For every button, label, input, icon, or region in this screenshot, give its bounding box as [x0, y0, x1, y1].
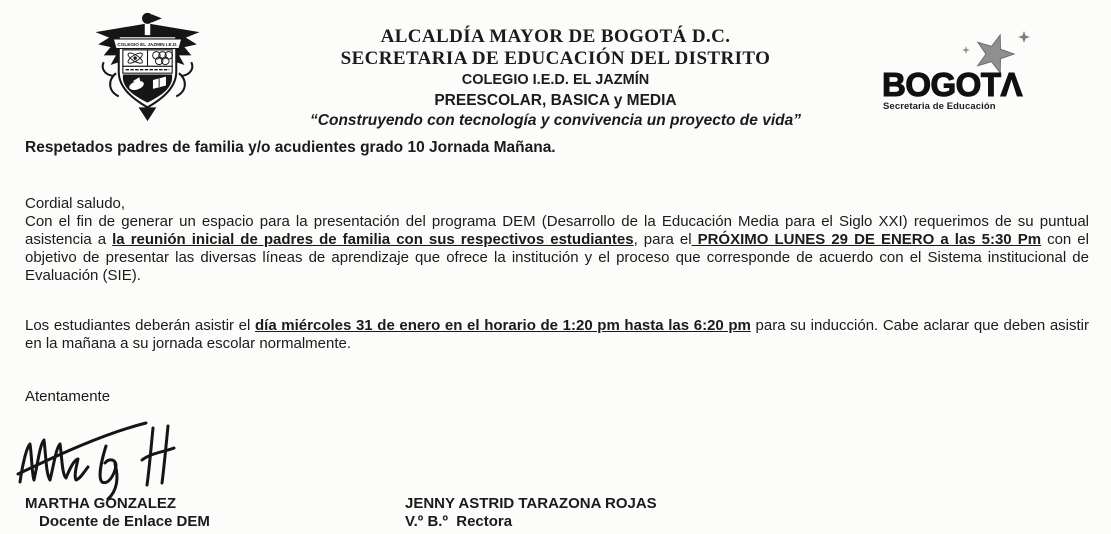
signature-block-docente	[25, 495, 210, 531]
signature-block-rectora	[405, 495, 657, 531]
school-crest-icon	[90, 6, 205, 128]
paragraph-meeting: Con el fin de generar un espacio para la presentación del programa DEM (Desarrollo de la Educación Media para el Siglo XXI) requerimos de su puntual asistencia a la reunión inicial de padres de familia con sus respectivos estudiantes, para el PRÓXIMO LUNES 29 DE ENERO a las 5:30 Pm con el objetivo de presentar las diversas líneas de aprendizaje que ofrece la institución y el proceso que corresponde de acuerdo con el Sistema institucional de Evaluación (SIE).	[25, 213, 1089, 284]
letterhead	[240, 26, 871, 131]
signer-name: MARTHA GONZALEZ	[25, 495, 177, 512]
letter-body	[25, 195, 1089, 353]
crest-banner-text: COLEGIO EL JAZMIN I.E.D.	[117, 41, 178, 47]
signer-title: Docente de Enlace DEM	[39, 513, 210, 530]
bogota-subtitle: Secretaria de Educación	[883, 101, 996, 112]
salutation-line: Respetados padres de familia y/o acudientes grado 10 Jornada Mañana.	[25, 139, 556, 156]
header-motto: “Construyendo con tecnología y convivencia un proyecto de vida”	[310, 112, 801, 129]
header-secretaria: SECRETARIA DE EDUCACIÓN DEL DISTRITO	[340, 48, 771, 69]
bogota-logo	[880, 30, 1100, 118]
signer-name: JENNY ASTRID TARAZONA ROJAS	[405, 495, 657, 512]
paragraph-induction: Los estudiantes deberán asistir el día miércoles 31 de enero en el horario de 1:20 pm hasta las 6:20 pm para su inducción. Cabe aclarar que deben asistir en la mañana a su jornada escolar normalmente.	[25, 317, 1089, 352]
greeting-line: Cordial saludo,	[25, 195, 126, 212]
closing-line: Atentamente	[25, 388, 111, 405]
bogota-wordmark: BOGOTΛ	[882, 66, 1023, 103]
signature-handwriting	[12, 418, 192, 503]
header-niveles: PREESCOLAR, BASICA y MEDIA	[434, 92, 677, 109]
header-alcaldia: ALCALDÍA MAYOR DE BOGOTÁ D.C.	[380, 26, 731, 47]
signer-title: V.º B.º Rectora	[405, 513, 513, 530]
header-colegio: COLEGIO I.E.D. EL JAZMÍN	[461, 72, 650, 88]
